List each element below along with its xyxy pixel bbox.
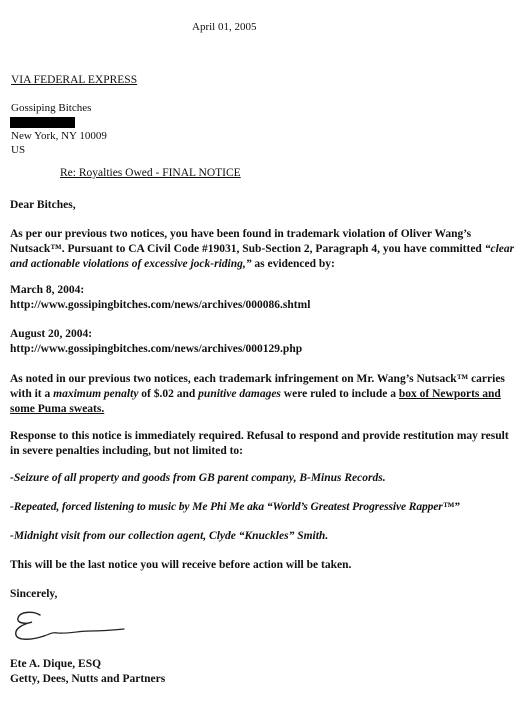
paragraph-penalty-mid2: were ruled to include a [280,388,399,400]
penalty-item-1 [10,472,386,484]
penalty-item-1-text: -Seizure of all property and goods from GB parent company, B-Minus Records. [10,472,386,484]
paragraph-violation-tail: as evidenced by: [251,258,335,270]
signer-firm: Getty, Dees, Nutts and Partners [10,673,166,685]
violation-quote: “clear and actionable violations of excessive jock-riding,” [10,243,515,270]
maximum-penalty-text: maximum penalty [53,388,139,400]
paragraph-penalty-mid: of $.02 and [138,388,199,400]
paragraph-violation-text: As per our previous two notices, you have been found in trademark violation of Oliver Wang’s Nutsack™. Pursuant to CA Civil Code #19031, Sub-Section 2, Paragraph 4, you have committed [10,228,485,255]
evidence-date-2: August 20, 2004: [10,328,93,340]
evidence-date-1: March 8, 2004: [10,284,85,296]
evidence-url-1: http://www.gossipingbitches.com/news/archives/000086.shtml [10,299,311,311]
final-notice-sentence: This will be the last notice you will receive before action will be taken. [10,559,352,571]
penalty-item-3 [10,530,328,542]
penalty-item-2-text: -Repeated, forced listening to music by Me Phi Me aka “World’s Greatest Progressive Rapper™” [10,501,460,513]
letter-date: April 01, 2005 [192,21,257,33]
penalty-item-3-text: -Midnight visit from our collection agent, Clyde “Knuckles” Smith. [10,530,329,542]
signer-name: Ete A. Dique, ESQ [10,658,102,670]
subject-line: Re: Royalties Owed - FINAL NOTICE [60,167,241,179]
paragraph-response: Response to this notice is immediately required. Refusal to respond and provide restitution may result in severe penalties including, but not limited to: [10,430,509,457]
penalty-item-2 [10,501,460,513]
delivery-method: VIA FEDERAL EXPRESS [11,74,138,86]
paragraph-penalty-text: As noted in our previous two notices, each trademark infringement on Mr. Wang’s Nutsack™ carries with it a [10,373,505,400]
closing: Sincerely, [10,588,58,600]
recipient-country: US [11,144,26,156]
evidence-url-2: http://www.gossipingbitches.com/news/archives/000129.php [10,343,303,355]
paragraph-violation [10,227,520,272]
handwritten-signature [10,606,130,646]
recipient-city: New York, NY 10009 [11,130,107,142]
recipient-name: Gossiping Bitches [11,102,92,114]
box-of-newports-text: box of Newports and some Puma sweats. [10,388,501,415]
punitive-damages-text: punitive damages [198,388,281,400]
paragraph-penalty [10,372,520,417]
salutation: Dear Bitches, [10,199,76,211]
redacted-address [10,117,75,128]
